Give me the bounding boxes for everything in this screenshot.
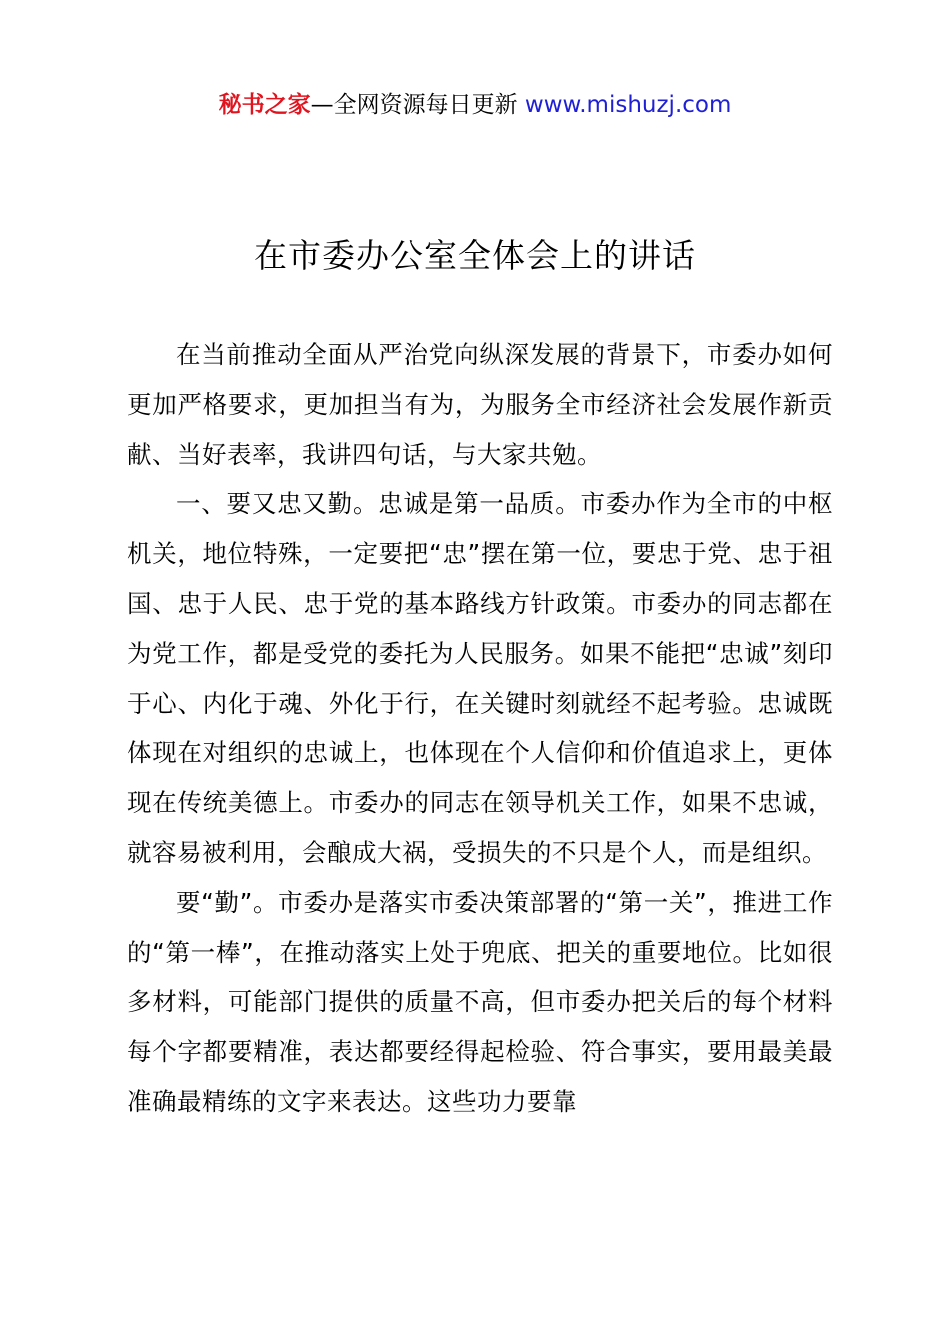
header-tagline: —全网资源每日更新 [310,92,525,118]
document-body [127,330,833,1127]
paragraph-loyalty: 一、要又忠又勤。忠诚是第一品质。市委办作为全市的中枢机关，地位特殊，一定要把“忠”摆在第一位，要忠于党、忠于祖国、忠于人民、忠于党的基本路线方针政策。市委办的同志都在为党工作，都是受党的委托为人民服务。如果不能把“忠诚”刻印于心、内化于魂、外化于行，在关键时刻就经不起考验。忠诚既体现在对组织的忠诚上，也体现在个人信仰和价值追求上，更体现在传统美德上。市委办的同志在领导机关工作，如果不忠诚，就容易被利用，会酿成大祸，受损失的不只是个人，而是组织。 [127,489,833,867]
paragraph-diligence: 要“勤”。市委办是落实市委决策部署的“第一关”，推进工作的“第一棒”，在推动落实上处于兜底、把关的重要地位。比如很多材料，可能部门提供的质量不高，但市委办把关后的每个材料每个字都要精准，表达都要经得起检验、符合事实，要用最美最准确最精练的文字来表达。这些功力要靠 [127,887,833,1116]
site-url-link[interactable]: www.mishuzj.com [524,92,732,118]
brand-name: 秘书之家 [218,92,311,118]
paragraph-intro: 在当前推动全面从严治党向纵深发展的背景下，市委办如何更加严格要求，更加担当有为，为服务全市经济社会发展作新贡献、当好表率，我讲四句话，与大家共勉。 [127,340,833,469]
document-title: 在市委办公室全体会上的讲话 [254,236,696,275]
site-header [0,88,950,122]
